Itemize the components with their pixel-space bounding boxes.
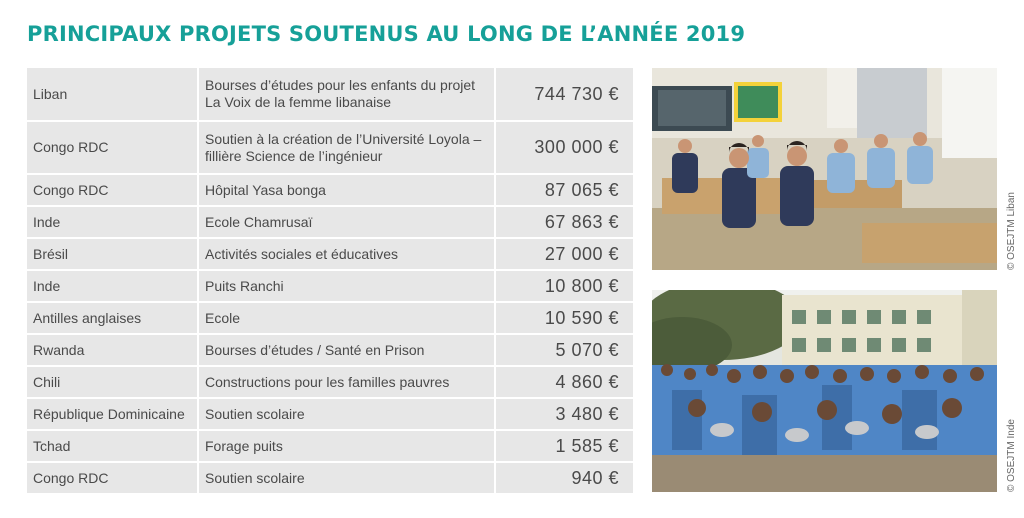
- amount-cell: 10 800 €: [495, 270, 633, 302]
- project-cell: Puits Ranchi: [198, 270, 495, 302]
- project-cell: Hôpital Yasa bonga: [198, 174, 495, 206]
- project-cell: Bourses d’études / Santé en Prison: [198, 334, 495, 366]
- country-cell: République Dominicaine: [27, 398, 198, 430]
- table-row: [27, 398, 633, 430]
- country-cell: Liban: [27, 68, 198, 121]
- country-cell: Inde: [27, 206, 198, 238]
- amount-cell: 5 070 €: [495, 334, 633, 366]
- amount-cell: 67 863 €: [495, 206, 633, 238]
- table-row: [27, 430, 633, 462]
- amount-cell: 940 €: [495, 462, 633, 494]
- country-cell: Rwanda: [27, 334, 198, 366]
- table-row: [27, 206, 633, 238]
- page-title: PRINCIPAUX PROJETS SOUTENUS AU LONG DE L’ANNÉE 2019: [27, 22, 746, 46]
- project-cell: Forage puits: [198, 430, 495, 462]
- amount-cell: 1 585 €: [495, 430, 633, 462]
- country-cell: Congo RDC: [27, 121, 198, 174]
- project-cell: Activités sociales et éducatives: [198, 238, 495, 270]
- amount-cell: 3 480 €: [495, 398, 633, 430]
- photo-credit-inde: © OSEJTM Inde: [1006, 419, 1017, 492]
- country-cell: Brésil: [27, 238, 198, 270]
- country-cell: Chili: [27, 366, 198, 398]
- table-row: [27, 68, 633, 121]
- project-cell: Soutien à la création de l’Université Loyola – fillière Science de l’ingénieur: [198, 121, 495, 174]
- project-cell: Ecole Chamrusaï: [198, 206, 495, 238]
- project-cell: Ecole: [198, 302, 495, 334]
- projects-table: [27, 68, 633, 495]
- table-row: [27, 121, 633, 174]
- country-cell: Congo RDC: [27, 462, 198, 494]
- country-cell: Congo RDC: [27, 174, 198, 206]
- country-cell: Antilles anglaises: [27, 302, 198, 334]
- project-cell: Constructions pour les familles pauvres: [198, 366, 495, 398]
- photo-credit-liban: © OSEJTM Liban: [1006, 192, 1017, 270]
- table-row: [27, 174, 633, 206]
- amount-cell: 744 730 €: [495, 68, 633, 121]
- amount-cell: 300 000 €: [495, 121, 633, 174]
- table-row: [27, 462, 633, 494]
- amount-cell: 4 860 €: [495, 366, 633, 398]
- table-row: [27, 302, 633, 334]
- project-cell: Bourses d’études pour les enfants du projet La Voix de la femme libanaise: [198, 68, 495, 121]
- amount-cell: 87 065 €: [495, 174, 633, 206]
- country-cell: Inde: [27, 270, 198, 302]
- amount-cell: 10 590 €: [495, 302, 633, 334]
- schoolyard-photo: [652, 290, 997, 492]
- project-cell: Soutien scolaire: [198, 462, 495, 494]
- amount-cell: 27 000 €: [495, 238, 633, 270]
- classroom-photo: [652, 68, 997, 270]
- project-cell: Soutien scolaire: [198, 398, 495, 430]
- table-row: [27, 334, 633, 366]
- table-row: [27, 270, 633, 302]
- table-row: [27, 366, 633, 398]
- table-row: [27, 238, 633, 270]
- country-cell: Tchad: [27, 430, 198, 462]
